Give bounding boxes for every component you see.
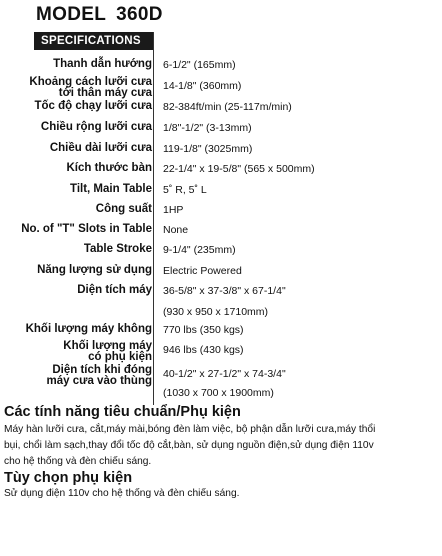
spec-value-metric: (930 x 950 x 1710mm)	[163, 306, 269, 318]
spec-label	[70, 184, 152, 195]
spec-label	[41, 122, 152, 133]
spec-value: 946 lbs (430 kgs)	[163, 344, 244, 356]
features-line: cho hệ thống và đèn chiếu sáng.	[4, 456, 152, 467]
spec-label-line: Tilt, Main Table	[70, 183, 152, 195]
spec-label	[37, 265, 152, 276]
spec-label	[47, 365, 152, 387]
spec-label-line: Công suất	[95, 203, 152, 215]
spec-label-line: Chiều dài lưỡi cưa	[49, 142, 152, 154]
spec-label-line: Khối lượng máy không	[25, 323, 152, 335]
spec-label	[66, 163, 152, 174]
spec-label-line: Thanh dẫn hướng	[53, 58, 152, 70]
spec-value: 1/8"-1/2" (3-13mm)	[163, 122, 252, 134]
options-text: Sử dụng điện 110v cho hệ thống và đèn chiếu sáng.	[4, 488, 240, 499]
spec-label-line: Table Stroke	[83, 243, 152, 255]
features-heading: Các tính năng tiêu chuẩn/Phụ kiện	[4, 404, 241, 420]
spec-value: 5˚ R, 5˚ L	[163, 184, 207, 196]
model-word: MODEL	[36, 4, 107, 25]
spec-value: 14-1/8" (360mm)	[163, 80, 242, 92]
spec-value: Electric Powered	[163, 265, 242, 277]
spec-label-line: Diện tích khi đóng	[52, 364, 152, 376]
model-number: 360D	[116, 4, 163, 25]
spec-label	[77, 285, 152, 296]
features-line: bụi, chổi làm sạch,thay đổi tốc độ cắt,bàn, sử dụng nguồn điện,sử dụng điện 110v	[4, 440, 374, 451]
spec-label	[53, 59, 152, 70]
spec-label-line: Khối lượng máy	[63, 340, 152, 352]
spec-value: 770 lbs (350 kgs)	[163, 324, 244, 336]
spec-label	[63, 341, 152, 363]
spec-value: 82-384ft/min (25-117m/min)	[163, 101, 292, 113]
column-divider	[153, 32, 154, 405]
spec-label	[84, 244, 152, 255]
spec-label-line: Kích thước bàn	[66, 162, 152, 174]
spec-label-line: Diện tích máy	[77, 284, 152, 296]
spec-label-line: máy cưa vào thùng	[46, 375, 152, 387]
spec-label	[96, 204, 152, 215]
spec-label-line: Chiều rộng lưỡi cưa	[40, 121, 152, 133]
spec-label	[29, 77, 152, 99]
spec-label-line: tới thân máy cưa	[58, 87, 152, 99]
spec-value: 119-1/8" (3025mm)	[163, 143, 253, 155]
spec-label-line: Tốc độ chạy lưỡi cưa	[34, 100, 152, 112]
spec-value: 6-1/2" (165mm)	[163, 59, 236, 71]
spec-label-line: No. of "T" Slots in Table	[21, 223, 152, 235]
spec-value: 1HP	[163, 204, 184, 216]
spec-value: 36-5/8" x 37-3/8" x 67-1/4"	[163, 285, 286, 297]
features-line: Máy hàn lưỡi cưa, cắt,máy mài,bóng đèn làm việc, bộ phận dẫn lưỡi cưa,máy thổi	[4, 424, 376, 435]
spec-label	[50, 143, 152, 154]
spec-label	[21, 224, 152, 235]
spec-value: 22-1/4" x 19-5/8" (565 x 500mm)	[163, 163, 315, 175]
spec-label-line: có phụ kiện	[88, 351, 152, 363]
features-text	[4, 422, 440, 470]
spec-label	[35, 101, 153, 112]
spec-value: None	[163, 224, 189, 236]
spec-label-line: Năng lượng sử dụng	[37, 264, 152, 276]
spec-value: 40-1/2" x 27-1/2" x 74-3/4"	[163, 368, 286, 380]
options-heading: Tùy chọn phụ kiện	[4, 470, 133, 486]
spec-value: 9-1/4" (235mm)	[163, 244, 236, 256]
model-title	[36, 4, 163, 26]
specifications-header: SPECIFICATIONS	[34, 32, 153, 50]
spec-label	[26, 324, 152, 335]
spec-value-metric: (1030 x 700 x 1900mm)	[163, 387, 274, 399]
spec-label-line: Khoảng cách lưỡi cưa	[29, 76, 152, 88]
